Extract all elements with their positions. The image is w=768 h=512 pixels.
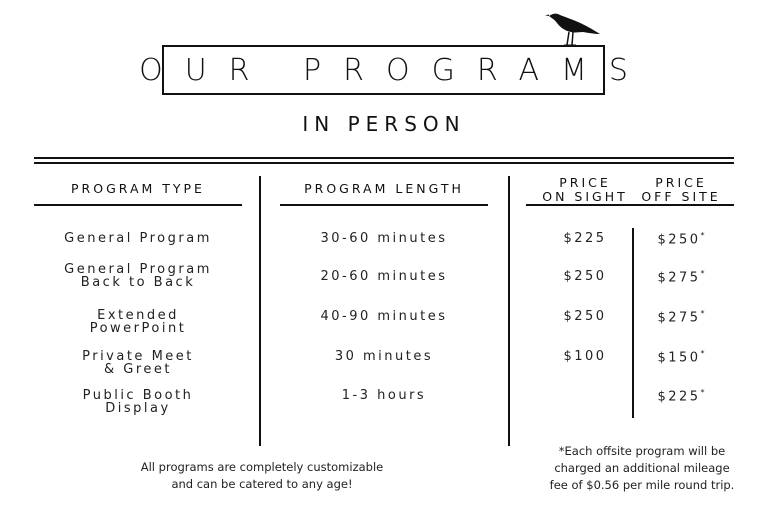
price-offsite-value: $150 bbox=[657, 350, 701, 366]
column-header-type: PROGRAM TYPE bbox=[71, 181, 205, 196]
column-header-onsite-line1: PRICE bbox=[559, 175, 611, 190]
price-offsite bbox=[636, 309, 726, 325]
footnote-mark: * bbox=[700, 388, 705, 397]
price-offsite bbox=[636, 269, 726, 285]
page-title: OUR PROGRAMS bbox=[139, 52, 650, 88]
program-name-line2: Display bbox=[105, 401, 171, 416]
table-row-type bbox=[34, 263, 242, 289]
price-onsite: $225 bbox=[563, 231, 607, 246]
program-length: 30-60 minutes bbox=[320, 231, 448, 246]
page-subtitle: IN PERSON bbox=[302, 112, 466, 136]
column-header-length: PROGRAM LENGTH bbox=[304, 181, 464, 196]
program-length: 1-3 hours bbox=[341, 388, 427, 403]
column-rule-length bbox=[280, 204, 488, 206]
column-rule-type bbox=[34, 204, 242, 206]
footnote-mark: * bbox=[700, 309, 705, 318]
price-offsite-value: $275 bbox=[657, 270, 701, 286]
title-box bbox=[139, 45, 650, 95]
table-row-type bbox=[34, 350, 242, 376]
price-offsite-value: $225 bbox=[657, 389, 701, 405]
program-name-line1: Public Booth bbox=[82, 388, 194, 403]
program-name-line2: PowerPoint bbox=[89, 321, 187, 336]
divider-top-1 bbox=[34, 157, 734, 159]
column-header-offsite-line2: OFF SITE bbox=[641, 189, 721, 204]
program-name-line1: General Program bbox=[64, 231, 212, 246]
footnote-mark: * bbox=[700, 349, 705, 358]
program-name-line2: Back to Back bbox=[80, 275, 196, 290]
column-separator-2 bbox=[508, 176, 510, 446]
program-name-line1: Private Meet bbox=[82, 349, 194, 364]
program-length: 40-90 minutes bbox=[320, 309, 448, 324]
mileage-note-line1: *Each offsite program will be bbox=[558, 444, 726, 458]
table-row-type bbox=[34, 309, 242, 335]
price-onsite: $250 bbox=[563, 269, 607, 284]
price-offsite bbox=[636, 349, 726, 365]
customization-note-line1: All programs are completely customizable bbox=[140, 460, 384, 474]
price-offsite-value: $275 bbox=[657, 310, 701, 326]
program-name-line1: Extended bbox=[97, 308, 179, 323]
column-header-onsite-line2: ON SIGHT bbox=[542, 189, 628, 204]
price-onsite: $250 bbox=[563, 309, 607, 324]
price-offsite bbox=[636, 388, 726, 404]
price-offsite bbox=[636, 231, 726, 247]
price-offsite-value: $250 bbox=[657, 232, 701, 248]
column-separator-1 bbox=[259, 176, 261, 446]
column-separator-3 bbox=[632, 228, 634, 418]
customization-note-line2: and can be catered to any age! bbox=[171, 477, 353, 491]
mileage-note-line2: charged an additional mileage bbox=[554, 461, 730, 475]
table-row-type bbox=[34, 232, 242, 245]
program-name-line2: & Greet bbox=[104, 362, 172, 377]
price-onsite: $100 bbox=[563, 349, 607, 364]
crow-icon bbox=[545, 10, 603, 48]
column-header-offsite-line1: PRICE bbox=[655, 175, 707, 190]
program-length: 20-60 minutes bbox=[320, 269, 448, 284]
column-header-onsite bbox=[540, 176, 630, 204]
column-header-offsite bbox=[636, 176, 726, 204]
divider-top-2 bbox=[34, 162, 734, 164]
footnote-mark: * bbox=[700, 269, 705, 278]
mileage-note-line3: fee of $0.56 per mile round trip. bbox=[549, 478, 735, 492]
program-name-line1: General Program bbox=[64, 262, 212, 277]
table-row-type bbox=[34, 389, 242, 415]
program-length: 30 minutes bbox=[334, 349, 434, 364]
footnote-mark: * bbox=[700, 231, 705, 240]
mileage-note bbox=[532, 443, 752, 494]
customization-note bbox=[112, 459, 412, 493]
column-rule-price bbox=[526, 204, 734, 206]
